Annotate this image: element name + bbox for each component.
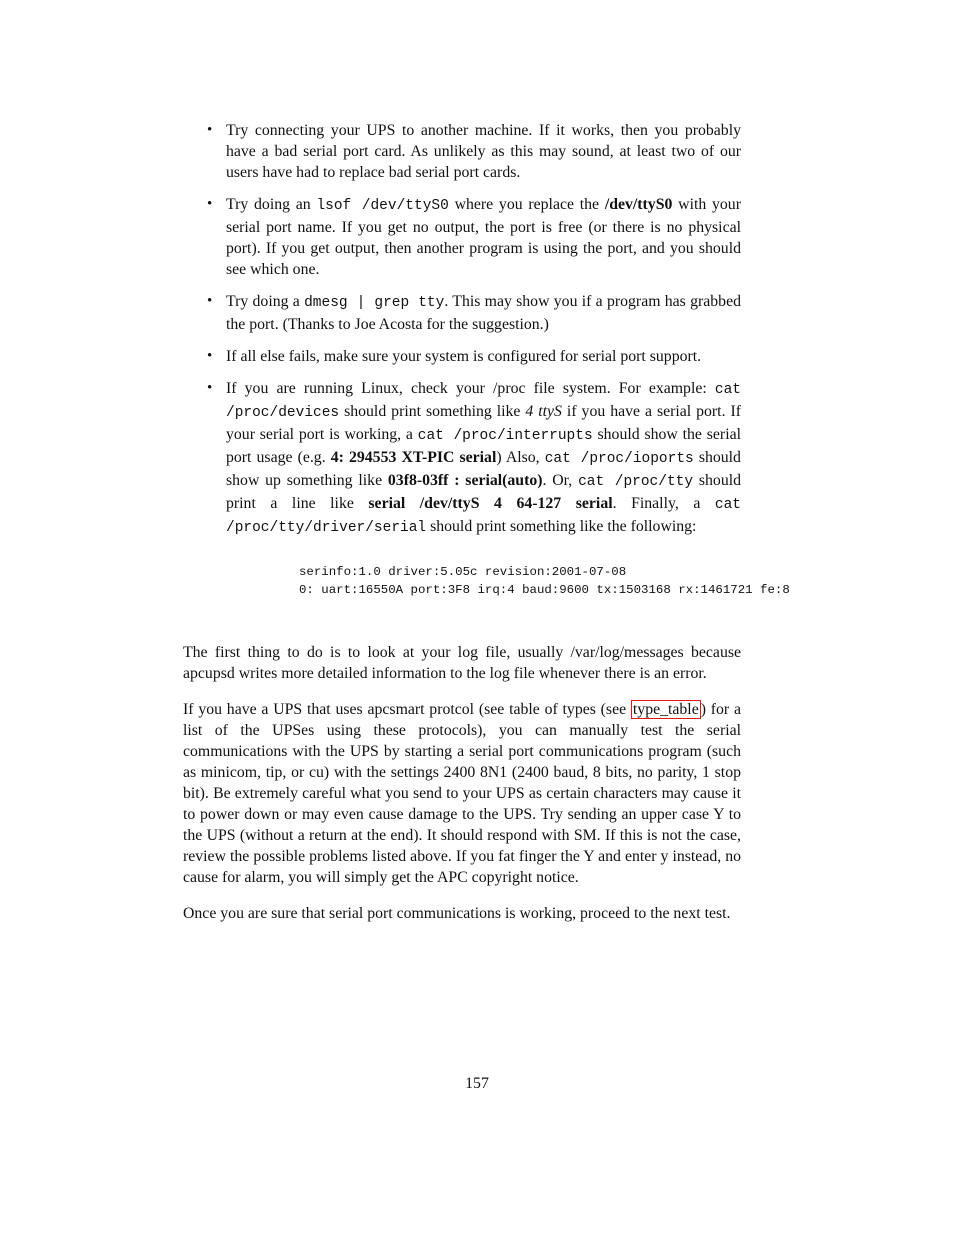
list-item-text: If all else fails, make sure your system is configured for serial port support. [226,348,702,365]
bullet-icon: • [207,122,213,138]
paragraph-text: ) for a list of the UPSes using these protocols), you can manually test the serial communications with the UPS by starting a serial port communications program (such as minicom, tip, or cu) with the settings 2400 8N1 (2400 baud, 8 bits, no parity, 1 stop bit). Be extremely careful what you send to your UPS as certain characters may cause it to power down or may even cause damage to the UPS. Try sending an upper case Y to the UPS (without a return at the end). It should respond with SM. If this is not the case, review the possible problems listed above. If you fat finger the Y and enter y instead, no cause for alarm, you will simply get the APC copyright notice. [183,701,741,886]
list-item-text: with your serial port name. If you get no output, the port is free (or there is no physical port). If you get output, then another program is using the port, and you should see which one. [226,196,741,278]
list-item [183,346,741,367]
bold-text: 4: 294553 XT-PIC serial [330,449,497,466]
list-item-text: should print something like [339,403,526,420]
page-body [183,120,790,939]
list-item-text: should print something like the following: [426,518,697,535]
bold-text: 03f8-03ff : serial(auto) [387,472,543,489]
inline-code: dmesg | grep tty [304,295,445,311]
list-item-text: . Or, [542,472,579,489]
paragraph-text: If you have a UPS that uses apcsmart protcol (see table of types (see [183,701,631,718]
list-item [183,120,741,183]
list-item-text: Try connecting your UPS to another machine. If it works, then you probably have a bad serial port card. As unlikely as this may sound, at least two of our users have had to replace bad serial port cards. [226,122,741,181]
list-item-text: should show up something like [226,449,741,489]
list-item [183,194,741,280]
inline-code: cat /proc/ioports [544,451,694,467]
inline-code: cat /proc/tty [578,474,694,490]
list-item-text: . This may show you if a program has grabbed the port. (Thanks to Joe Acosta for the suggestion.) [226,293,741,333]
paragraph [183,699,741,888]
list-item-text: where you replace the [448,196,605,213]
inline-code: lsof /dev/ttyS0 [316,198,449,214]
bullet-icon: • [207,196,213,212]
list-item [183,378,741,539]
page-number: 157 [465,1075,489,1092]
paragraph: Once you are sure that serial port communications is working, proceed to the next test. [183,905,731,922]
code-block: serinfo:1.0 driver:5.05c revision:2001-07-08 0: uart:16550A port:3F8 irq:4 baud:9600 tx:1503168 rx:1461721 fe:8 [299,565,790,597]
bullet-icon: • [207,348,213,364]
troubleshooting-list [183,120,741,539]
list-item-text: Try doing a [226,293,305,310]
list-item-text: . Finally, a [612,495,715,512]
italic-text: 4 ttyS [525,403,562,420]
inline-code: cat /proc/interrupts [417,428,593,444]
inline-code: cat /proc/tty/driver/serial [226,497,741,536]
list-item-text: Try doing an [226,196,317,213]
list-item-text: if you have a serial port. If your serial port is working, a [226,403,741,443]
paragraph: The first thing to do is to look at your log file, usually /var/log/messages because apcupsd writes more detailed information to the log file whenever there is an error. [183,644,741,682]
bullet-icon: • [207,380,213,396]
bullet-icon: • [207,293,213,309]
list-item-text: ) Also, [496,449,545,466]
bold-text: /dev/ttyS0 [604,196,673,213]
list-item-text: If you are running Linux, check your /proc file system. For example: [226,380,715,397]
bold-text: serial /dev/ttyS 4 64-127 serial [368,495,613,512]
list-item-text: should print a line like [226,472,741,512]
inline-code: cat /proc/devices [226,382,741,421]
type-table-link[interactable]: type_table [632,701,699,718]
list-item-text: should show the serial port usage (e.g. [226,426,741,466]
list-item [183,291,741,335]
